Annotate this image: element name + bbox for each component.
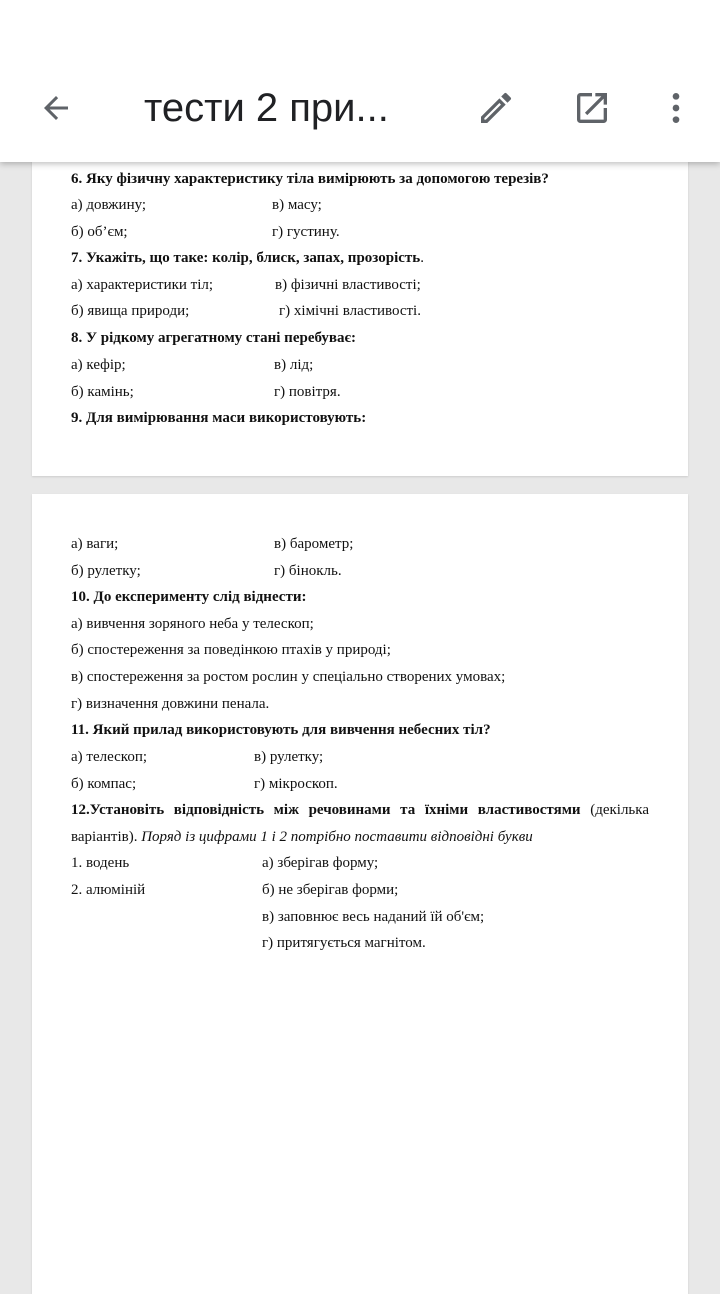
- question-9: 9. Для вимірювання маси використовують:: [71, 410, 367, 426]
- question-12: 12.Установіть відповідність між речовинами та їхніми властивостями: [71, 802, 581, 818]
- back-button[interactable]: [28, 80, 84, 136]
- question-12-variants: варіантів).: [71, 829, 142, 845]
- question-12-instruction: Поряд із цифрами 1 і 2 потрібно поставити відповідні букви: [141, 829, 533, 845]
- q11-option-a: а) телескоп;: [71, 749, 148, 765]
- more-options-button[interactable]: [648, 80, 704, 136]
- arrow-back-icon: [38, 90, 74, 126]
- question-8: 8. У рідкому агрегатному стані перебуває:: [71, 330, 356, 346]
- q11-option-g: г) мікроскоп.: [254, 776, 338, 792]
- question-12-line2: [71, 827, 533, 847]
- q10-option-b: б) спостереження за поведінкою птахів у природі;: [71, 642, 391, 658]
- q9-option-b: б) рулетку;: [71, 563, 141, 579]
- q8-option-v: в) лід;: [274, 357, 314, 373]
- pencil-icon: [476, 88, 516, 128]
- question-12-line1: [71, 800, 649, 820]
- q6-option-v: в) масу;: [272, 197, 322, 213]
- q12-option-g: г) притягується магнітом.: [262, 935, 426, 951]
- document-page-1: [32, 150, 688, 476]
- q9-option-a: а) ваги;: [71, 536, 119, 552]
- q12-item-1: 1. водень: [71, 855, 130, 871]
- q8-option-a: а) кефір;: [71, 357, 126, 373]
- document-title: тести 2 при...: [144, 86, 389, 130]
- open-in-new-button[interactable]: [564, 80, 620, 136]
- q12-option-a: а) зберігав форму;: [262, 855, 379, 871]
- q7-option-b: б) явища природи;: [71, 303, 190, 319]
- q11-option-v: в) рулетку;: [254, 749, 324, 765]
- q7-option-g: г) хімічні властивості.: [279, 303, 421, 319]
- question-11: 11. Який прилад використовують для вивчення небесних тіл?: [71, 722, 491, 738]
- q8-option-g: г) повітря.: [274, 384, 341, 400]
- document-page-2: [32, 494, 688, 1294]
- open-in-new-icon: [572, 88, 612, 128]
- question-7: 7. Укажіть, що таке: колір, блиск, запах, прозорість: [71, 250, 421, 266]
- question-7-dot: .: [420, 250, 424, 266]
- q12-option-b: б) не зберігав форми;: [262, 882, 399, 898]
- q12-item-2: 2. алюміній: [71, 882, 146, 898]
- q10-option-g: г) визначення довжини пенала.: [71, 696, 270, 712]
- q6-option-b: б) об’єм;: [71, 224, 128, 240]
- q7-option-v: в) фізичні властивості;: [275, 277, 421, 293]
- q11-option-b: б) компас;: [71, 776, 137, 792]
- q10-option-v: в) спостереження за ростом рослин у спеціально створених умовах;: [71, 669, 506, 685]
- more-vert-icon: [656, 88, 696, 128]
- q6-option-g: г) густину.: [272, 224, 340, 240]
- question-10: 10. До експерименту слід віднести:: [71, 589, 307, 605]
- question-6: 6. Яку фізичну характеристику тіла вимірюють за допомогою терезів?: [71, 171, 549, 187]
- edit-button[interactable]: [468, 80, 524, 136]
- q7-option-a: а) характеристики тіл;: [71, 277, 214, 293]
- question-12-tail: (декілька: [580, 802, 649, 818]
- q9-option-v: в) барометр;: [274, 536, 354, 552]
- question-7-line: [71, 248, 424, 268]
- app-bar: [0, 0, 720, 162]
- q6-option-a: а) довжину;: [71, 197, 147, 213]
- q10-option-a: а) вивчення зоряного неба у телескоп;: [71, 616, 314, 632]
- q8-option-b: б) камінь;: [71, 384, 134, 400]
- q12-option-v: в) заповнює весь наданий їй об'єм;: [262, 909, 485, 925]
- q9-option-g: г) бінокль.: [274, 563, 342, 579]
